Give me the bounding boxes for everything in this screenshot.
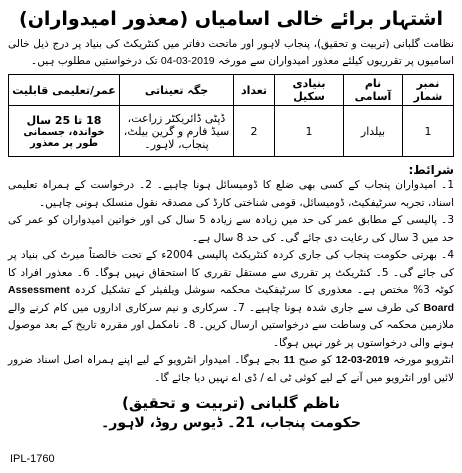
interview-label: انٹرویو مورخہ	[393, 354, 455, 366]
intro-date: 04-03-2019	[160, 55, 215, 67]
condition-3-tail: کی طرف سے جاری شدہ ہونا چاہیے۔ 7۔ سرکاری و نیم سرکاری اداروں میں کام کرنے والے ملازمین محکمہ کی وساطت سے درخواستیں ارسال کریں۔ 8۔ نامکمل اور مقررہ تاریخ کے بعد موصول ہونے والی درخواستوں پر غور نہیں ہوگا۔	[8, 301, 454, 349]
ad-title: اشتہار برائے خالی اسامیاں (معذور امیدواران)	[19, 8, 443, 30]
signature-address: حکومت پنجاب، 21۔ ڈیوس روڈ، لاہور۔	[101, 415, 361, 431]
intro-tail: تک درخواستیں مطلوب ہیں۔	[31, 55, 158, 67]
assessment-board: Assessment Board	[8, 284, 454, 314]
interview-date: 12-03-2019	[335, 354, 390, 366]
cell-serial: 1	[403, 106, 454, 157]
intro-text: نظامت گلبانی (تربیت و تحقیق)، پنجاب لاہور اور ماتحت دفاتر میں کنٹریکٹ کی بنیاد پر درج ذیل خالی اسامیوں پر تقرریوں کیلئے معذور امیدواران سے مورخہ	[8, 38, 454, 67]
signature-office: ناظم گلبانی (تربیت و تحقیق)	[122, 394, 340, 412]
header-count: تعداد	[234, 75, 275, 106]
conditions-heading: شرائط:	[408, 163, 454, 177]
interview-line	[8, 352, 454, 387]
condition-3	[8, 247, 454, 352]
vacancy-table	[8, 74, 454, 157]
cell-post: بیلدار	[344, 106, 403, 157]
cell-station: ڈپٹی ڈائریکٹر زراعت، سیڈ فارم و گرین بیلٹ، پنجاب، لاہور۔	[120, 106, 234, 157]
cell-qualification	[9, 106, 120, 157]
table-row	[9, 106, 454, 157]
qualification-text: خواندہ، جسمانی طور پر معذور	[23, 126, 105, 149]
table-header-row	[9, 75, 454, 106]
interview-hour: 11	[283, 354, 295, 366]
reference-number: IPL-1760	[10, 453, 55, 465]
cell-scale: 1	[275, 106, 344, 157]
intro-paragraph	[8, 36, 454, 70]
signature-block	[8, 393, 454, 433]
header-post: نام آسامی	[344, 75, 403, 106]
header-serial: نمبر شمار	[403, 75, 454, 106]
condition-2: 3۔ پالیسی کے مطابق عمر کی حد میں زیادہ سے زیادہ 5 سال کی اور خواتین امیدواران کو عمر کی حد میں 3 سال کی رعایت دی جائے گی۔ کی حد 8 سال ہے۔	[8, 214, 454, 244]
header-scale: بنیادی سکیل	[275, 75, 344, 106]
conditions-list	[8, 177, 454, 387]
cell-count: 2	[234, 106, 275, 157]
condition-1: 1۔ امیدواران پنجاب کے کسی بھی ضلع کا ڈومیسائل ہونا چاہیے۔ 2۔ درخواست کے ہمراہ تعلیمی اسناد، تجربہ سرٹیفکیٹ، ڈومیسائل، قومی شناختی کارڈ کی مصدقہ نقول منسلک ہونی چاہیں۔	[8, 179, 454, 209]
condition-3-text: 4۔ بھرتی حکومت پنجاب کی جاری کردہ کنٹریکٹ پالیسی 2004ء کے تحت خالصتاً میرٹ کی بنیاد پر کی جائے گی۔ 5۔ کنٹریکٹ پر تقرری سے مستقل تقرری کا استحقاق نہیں ہوگا۔ 6۔ معذور افراد کا کوٹہ 3% مختص ہے۔ معذوری کا سرٹیفکیٹ محکمہ سوشل ویلفیئر کے تشکیل کردہ	[8, 249, 455, 296]
interview-tail: بجے ہوگا۔ امیدوار انٹرویو کے لیے اپنے ہمراہ اصل اسناد ضرور لائیں اور انٹرویو میں آنے کے لیے کوئی ٹی اے / ڈی اے نہیں دیا جائے گا۔	[8, 354, 454, 384]
interview-time-label: کو صبح	[298, 354, 332, 366]
header-station: جگہ تعیناتی	[120, 75, 234, 106]
age-range: 18 تا 25 سال	[26, 113, 102, 127]
header-qualification: عمر/تعلیمی قابلیت	[9, 75, 120, 106]
